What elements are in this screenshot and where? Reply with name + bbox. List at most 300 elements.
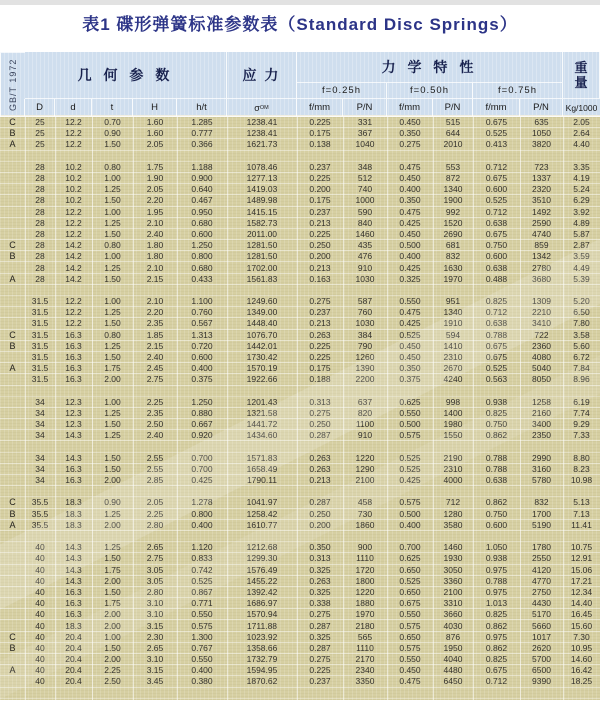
value-cell: 0.80 xyxy=(104,329,121,340)
value-cell: 0.175 xyxy=(309,195,331,206)
series-label-cell xyxy=(0,430,25,440)
value-cell: 2.15 xyxy=(146,273,164,284)
value-cell: 0.488 xyxy=(485,273,508,284)
value-cell: 1.313 xyxy=(191,329,213,340)
value-cell: 2200 xyxy=(355,374,375,385)
value-cell: 0.287 xyxy=(309,642,331,653)
value-cell: 722 xyxy=(534,329,549,340)
value-cell: 0.525 xyxy=(485,128,508,139)
value-cell: 1561.83 xyxy=(246,273,278,284)
value-cell: 10.2 xyxy=(65,184,82,195)
value-cell: 2.80 xyxy=(146,586,164,597)
value-cell: 31.5 xyxy=(31,307,49,318)
value-cell: 4120 xyxy=(532,564,551,575)
value-cell: 2.64 xyxy=(573,128,590,139)
value-cell: 1.50 xyxy=(104,419,121,430)
value-cell: 998 xyxy=(445,396,461,407)
series-label-cell: C xyxy=(9,329,16,340)
value-cell: 1.50 xyxy=(104,139,121,150)
value-cell: 1.278 xyxy=(191,497,213,508)
table-row xyxy=(0,128,600,139)
value-cell: 3.10 xyxy=(146,609,164,620)
value-cell: 12.3 xyxy=(65,407,82,418)
value-cell: 2011.00 xyxy=(246,228,278,239)
value-cell: 2.00 xyxy=(104,475,121,486)
table-row xyxy=(0,397,600,408)
sigma-subscript: OM xyxy=(259,104,269,111)
value-cell: 14.3 xyxy=(65,575,82,586)
value-cell: 0.525 xyxy=(191,575,213,586)
value-cell: 832 xyxy=(534,497,549,508)
value-cell: 0.563 xyxy=(485,374,508,385)
value-cell: 34 xyxy=(35,419,45,430)
value-cell: 0.450 xyxy=(399,117,421,128)
value-cell: 8.23 xyxy=(573,463,590,474)
value-cell: 16.42 xyxy=(570,665,593,676)
value-cell: 1.25 xyxy=(104,184,121,195)
value-cell: 40 xyxy=(35,609,45,620)
header-f-025: f=0.25h xyxy=(297,83,387,99)
value-cell: 5.87 xyxy=(573,228,590,239)
header-weight-group xyxy=(563,52,600,99)
value-cell: 12.2 xyxy=(65,128,82,139)
weight-char-bottom: 量 xyxy=(574,75,588,90)
value-cell: 0.250 xyxy=(309,508,331,519)
value-cell: 1258.42 xyxy=(246,508,278,519)
value-cell: 0.250 xyxy=(309,419,331,430)
value-cell: 1290 xyxy=(355,463,375,474)
value-cell: 0.325 xyxy=(309,631,331,642)
value-cell: 14.3 xyxy=(65,452,82,463)
value-cell: 0.237 xyxy=(309,676,331,687)
value-cell: 2.20 xyxy=(146,307,164,318)
value-cell: 740 xyxy=(357,184,373,195)
value-cell: 1.25 xyxy=(104,508,121,519)
value-cell: 840 xyxy=(357,217,373,228)
value-cell: 1780 xyxy=(532,542,551,553)
value-cell: 5.60 xyxy=(573,340,590,351)
series-label-cell: A xyxy=(9,665,16,676)
value-cell: 1700 xyxy=(532,508,551,519)
table-row xyxy=(0,565,600,576)
value-cell: 0.975 xyxy=(485,564,508,575)
value-cell: 1790.11 xyxy=(246,475,278,486)
value-cell: 2.00 xyxy=(104,519,121,530)
scan-edge-strip xyxy=(0,0,600,5)
value-cell: 1720 xyxy=(355,564,375,575)
value-cell: 0.625 xyxy=(399,553,421,564)
value-cell: 3.58 xyxy=(573,329,590,340)
header-f-050: f=0.50h xyxy=(387,83,473,99)
series-label-cell xyxy=(0,464,25,474)
value-cell: 2.50 xyxy=(104,676,121,687)
value-cell: 644 xyxy=(445,128,461,139)
value-cell: 1.50 xyxy=(104,586,121,597)
value-cell: 14.3 xyxy=(65,564,82,575)
value-cell: 367 xyxy=(357,128,373,139)
value-cell: 0.862 xyxy=(485,497,508,508)
value-cell: 0.138 xyxy=(309,139,331,150)
value-cell: 1017 xyxy=(532,631,551,642)
value-cell: 1.80 xyxy=(146,240,164,251)
value-cell: 2320 xyxy=(532,184,551,195)
header-geometry-group: 几 何 参 数 xyxy=(25,52,227,99)
value-cell: 1.00 xyxy=(104,296,121,307)
value-cell: 14.2 xyxy=(65,262,82,273)
series-label-cell xyxy=(0,352,25,362)
value-cell: 1594.95 xyxy=(246,665,278,676)
value-cell: 4770 xyxy=(532,575,551,586)
value-cell: 2.50 xyxy=(146,419,164,430)
standard-code-label: GB/T 1972 xyxy=(0,52,25,117)
value-cell: 12.3 xyxy=(65,419,82,430)
value-cell: 6.29 xyxy=(573,195,590,206)
value-cell: 2.10 xyxy=(146,296,164,307)
series-label-cell xyxy=(0,173,25,183)
value-cell: 2180 xyxy=(355,620,375,631)
value-cell: 0.450 xyxy=(399,352,421,363)
value-cell: 0.237 xyxy=(309,161,331,172)
table-row xyxy=(0,520,600,531)
value-cell: 15.60 xyxy=(570,620,593,631)
table-row xyxy=(0,352,600,363)
value-cell: 18.3 xyxy=(65,519,82,530)
table-row xyxy=(0,207,600,218)
value-cell: 31.5 xyxy=(31,329,49,340)
value-cell: 1340 xyxy=(443,307,463,318)
value-cell: 0.237 xyxy=(309,206,331,217)
table-row xyxy=(0,587,600,598)
value-cell: 3.10 xyxy=(146,598,164,609)
value-cell: 1576.49 xyxy=(246,564,278,575)
value-cell: 1658.49 xyxy=(246,463,278,474)
value-cell: 0.287 xyxy=(309,430,331,441)
value-cell: 0.237 xyxy=(309,307,331,318)
value-cell: 1110 xyxy=(356,553,374,564)
series-label-cell xyxy=(0,207,25,217)
value-cell: 1.100 xyxy=(191,296,213,307)
separator-row xyxy=(0,441,600,452)
value-cell: 1321.58 xyxy=(246,407,278,418)
value-cell: 0.750 xyxy=(485,419,508,430)
value-cell: 28 xyxy=(35,173,45,184)
value-cell: 5190 xyxy=(532,519,551,530)
value-cell: 0.675 xyxy=(399,598,421,609)
header-col-f3: f/mm xyxy=(473,99,520,117)
value-cell: 3.05 xyxy=(146,564,164,575)
value-cell: 2.00 xyxy=(104,620,121,631)
value-cell: 0.712 xyxy=(485,161,508,172)
value-cell: 0.525 xyxy=(399,452,421,463)
value-cell: 3310 xyxy=(443,598,463,609)
value-cell: 28 xyxy=(35,195,45,206)
value-cell: 3.15 xyxy=(146,665,164,676)
value-cell: 2.15 xyxy=(146,340,164,351)
table-row xyxy=(0,173,600,184)
value-cell: 0.575 xyxy=(399,642,421,653)
value-cell: 35.5 xyxy=(31,508,49,519)
value-cell: 0.213 xyxy=(309,217,331,228)
value-cell: 0.225 xyxy=(309,228,331,239)
value-cell: 0.675 xyxy=(485,228,508,239)
value-cell: 16.3 xyxy=(65,586,82,597)
value-cell: 3.05 xyxy=(146,575,164,586)
value-cell: 1260 xyxy=(355,352,375,363)
value-cell: 0.325 xyxy=(309,564,331,575)
table-row xyxy=(0,553,600,564)
value-cell: 8050 xyxy=(532,374,551,385)
value-cell: 2.05 xyxy=(146,139,164,150)
value-cell: 0.350 xyxy=(399,195,421,206)
value-cell: 2.25 xyxy=(146,508,164,519)
value-cell: 1.00 xyxy=(104,173,121,184)
value-cell: 8.80 xyxy=(573,452,590,463)
header-col-p1: P/N xyxy=(343,99,387,117)
value-cell: 12.2 xyxy=(65,217,82,228)
value-cell: 951 xyxy=(445,296,461,307)
value-cell: 1.25 xyxy=(104,430,121,441)
value-cell: 40 xyxy=(35,631,45,642)
value-cell: 0.700 xyxy=(399,542,421,553)
value-cell: 0.350 xyxy=(399,363,421,374)
table-row xyxy=(0,643,600,654)
value-cell: 0.788 xyxy=(485,329,508,340)
value-cell: 1.50 xyxy=(104,273,121,284)
value-cell: 0.400 xyxy=(399,184,421,195)
value-cell: 512 xyxy=(357,173,373,184)
value-cell: 590 xyxy=(357,206,373,217)
value-cell: 7.80 xyxy=(573,318,590,329)
value-cell: 14.2 xyxy=(65,240,82,251)
value-cell: 832 xyxy=(445,251,461,262)
table-row xyxy=(0,598,600,609)
value-cell: 1730.42 xyxy=(246,352,278,363)
value-cell: 0.625 xyxy=(399,396,421,407)
value-cell: 0.213 xyxy=(309,475,331,486)
value-cell: 6450 xyxy=(443,676,463,687)
value-cell: 0.263 xyxy=(309,463,331,474)
value-cell: 0.213 xyxy=(309,318,331,329)
series-label-cell xyxy=(0,542,25,552)
value-cell: 2.55 xyxy=(146,463,164,474)
value-cell: 2160 xyxy=(532,407,551,418)
table-row xyxy=(0,374,600,385)
value-cell: 4740 xyxy=(532,228,551,239)
value-cell: 0.175 xyxy=(309,128,331,139)
value-cell: 34 xyxy=(35,452,45,463)
series-label-cell: A xyxy=(9,273,16,284)
series-label-cell: A xyxy=(9,363,16,374)
table-row xyxy=(0,453,600,464)
value-cell: 0.600 xyxy=(485,251,508,262)
value-cell: 3680 xyxy=(532,273,551,284)
value-cell: 28 xyxy=(35,262,45,273)
value-cell: 1023.92 xyxy=(246,631,278,642)
value-cell: 28 xyxy=(35,228,45,239)
value-cell: 0.250 xyxy=(309,240,331,251)
value-cell: 40 xyxy=(35,598,45,609)
value-cell: 3160 xyxy=(532,463,551,474)
table-row xyxy=(0,195,600,206)
value-cell: 0.680 xyxy=(191,262,213,273)
value-cell: 0.712 xyxy=(485,307,508,318)
series-label-cell xyxy=(0,307,25,317)
value-cell: 3400 xyxy=(532,419,551,430)
value-cell: 28 xyxy=(35,161,45,172)
value-cell: 40 xyxy=(35,575,45,586)
value-cell: 0.638 xyxy=(485,318,508,329)
value-cell: 0.90 xyxy=(104,497,121,508)
value-cell: 1249.60 xyxy=(246,296,278,307)
value-cell: 0.525 xyxy=(399,575,421,586)
value-cell: 0.70 xyxy=(104,117,121,128)
table-row xyxy=(0,307,600,318)
value-cell: 0.80 xyxy=(104,240,121,251)
value-cell: 331 xyxy=(357,117,373,128)
value-cell: 0.287 xyxy=(309,620,331,631)
value-cell: 1.25 xyxy=(104,340,121,351)
series-label-cell xyxy=(0,262,25,272)
header-f-075: f=0.75h xyxy=(473,83,563,99)
value-cell: 4.49 xyxy=(573,262,590,273)
value-cell: 1.50 xyxy=(104,452,121,463)
table-row xyxy=(0,509,600,520)
value-cell: 1.50 xyxy=(104,553,121,564)
value-cell: 1.50 xyxy=(104,463,121,474)
value-cell: 712 xyxy=(445,497,461,508)
value-cell: 1489.98 xyxy=(246,195,278,206)
value-cell: 1621.73 xyxy=(246,139,278,150)
value-cell: 16.3 xyxy=(65,475,82,486)
value-cell: 40 xyxy=(35,564,45,575)
value-cell: 0.771 xyxy=(191,598,213,609)
value-cell: 31.5 xyxy=(31,340,49,351)
value-cell: 435 xyxy=(357,240,373,251)
value-cell: 1000 xyxy=(355,195,375,206)
series-label-cell xyxy=(0,598,25,608)
value-cell: 17.21 xyxy=(570,575,593,586)
value-cell: 1610.77 xyxy=(246,519,278,530)
header-col-f2: f/mm xyxy=(387,99,433,117)
weight-char-top: 重 xyxy=(574,60,588,75)
value-cell: 7.74 xyxy=(573,407,590,418)
value-cell: 1686.97 xyxy=(246,598,278,609)
table-row xyxy=(0,251,600,262)
value-cell: 872 xyxy=(445,173,461,184)
value-cell: 2.35 xyxy=(146,407,164,418)
value-cell: 14.40 xyxy=(570,598,593,609)
series-label-cell xyxy=(0,195,25,205)
value-cell: 0.760 xyxy=(191,307,213,318)
value-cell: 0.325 xyxy=(399,273,421,284)
value-cell: 2550 xyxy=(532,553,551,564)
value-cell: 0.475 xyxy=(399,676,421,687)
value-cell: 0.350 xyxy=(309,542,331,553)
value-cell: 587 xyxy=(357,296,373,307)
value-cell: 4080 xyxy=(532,352,551,363)
value-cell: 0.575 xyxy=(191,620,213,631)
value-cell: 6.72 xyxy=(573,352,590,363)
series-label-cell xyxy=(0,397,25,407)
value-cell: 0.675 xyxy=(485,352,508,363)
value-cell: 0.675 xyxy=(485,340,508,351)
value-cell: 40 xyxy=(35,676,45,687)
value-cell: 14.2 xyxy=(65,251,82,262)
value-cell: 0.675 xyxy=(485,665,508,676)
value-cell: 1.250 xyxy=(191,396,213,407)
table-row xyxy=(0,632,600,643)
value-cell: 0.825 xyxy=(485,407,508,418)
value-cell: 476 xyxy=(357,251,373,262)
value-cell: 1040 xyxy=(355,139,375,150)
value-cell: 12.2 xyxy=(65,307,82,318)
value-cell: 2.00 xyxy=(104,374,121,385)
table-row xyxy=(0,665,600,676)
table-row xyxy=(0,296,600,307)
value-cell: 4480 xyxy=(443,665,463,676)
value-cell: 1.50 xyxy=(104,352,121,363)
series-label-cell xyxy=(0,162,25,172)
value-cell: 0.862 xyxy=(485,642,508,653)
value-cell: 0.788 xyxy=(485,575,508,586)
value-cell: 0.325 xyxy=(309,586,331,597)
value-cell: 1442.01 xyxy=(246,340,278,351)
value-cell: 0.338 xyxy=(309,598,331,609)
separator-row xyxy=(0,151,600,162)
table-row xyxy=(0,139,600,150)
series-label-cell xyxy=(0,419,25,429)
value-cell: 31.5 xyxy=(31,363,49,374)
value-cell: 12.2 xyxy=(65,117,82,128)
value-cell: 1970 xyxy=(443,273,463,284)
value-cell: 9390 xyxy=(532,676,551,687)
value-cell: 565 xyxy=(357,631,373,642)
table-row xyxy=(0,542,600,553)
header-col-d: d xyxy=(55,99,92,117)
value-cell: 2.25 xyxy=(104,665,121,676)
value-cell: 35.5 xyxy=(31,519,49,530)
value-cell: 0.175 xyxy=(309,363,331,374)
separator-row xyxy=(0,285,600,296)
value-cell: 1.00 xyxy=(104,396,121,407)
value-cell: 2620 xyxy=(532,642,551,653)
value-cell: 3350 xyxy=(355,676,375,687)
table-row xyxy=(0,475,600,486)
value-cell: 0.938 xyxy=(485,396,508,407)
value-cell: 14.2 xyxy=(65,273,82,284)
value-cell: 1950 xyxy=(443,642,463,653)
value-cell: 1492 xyxy=(532,206,551,217)
header-col-p2: P/N xyxy=(433,99,473,117)
value-cell: 0.920 xyxy=(191,430,213,441)
value-cell: 28 xyxy=(35,251,45,262)
series-label-cell xyxy=(0,587,25,597)
value-cell: 1980 xyxy=(443,419,463,430)
value-cell: 16.3 xyxy=(65,363,82,374)
value-cell: 0.550 xyxy=(191,654,213,665)
series-label-cell xyxy=(0,654,25,664)
table-body xyxy=(0,117,600,700)
series-label-cell: A xyxy=(9,139,16,150)
value-cell: 0.675 xyxy=(485,173,508,184)
value-cell: 4.40 xyxy=(573,139,590,150)
header-col-sigma xyxy=(227,99,297,117)
value-cell: 1.95 xyxy=(146,206,164,217)
value-cell: 3.45 xyxy=(146,676,164,687)
value-cell: 5780 xyxy=(532,475,551,486)
value-cell: 1258 xyxy=(532,396,551,407)
value-cell: 458 xyxy=(357,497,373,508)
